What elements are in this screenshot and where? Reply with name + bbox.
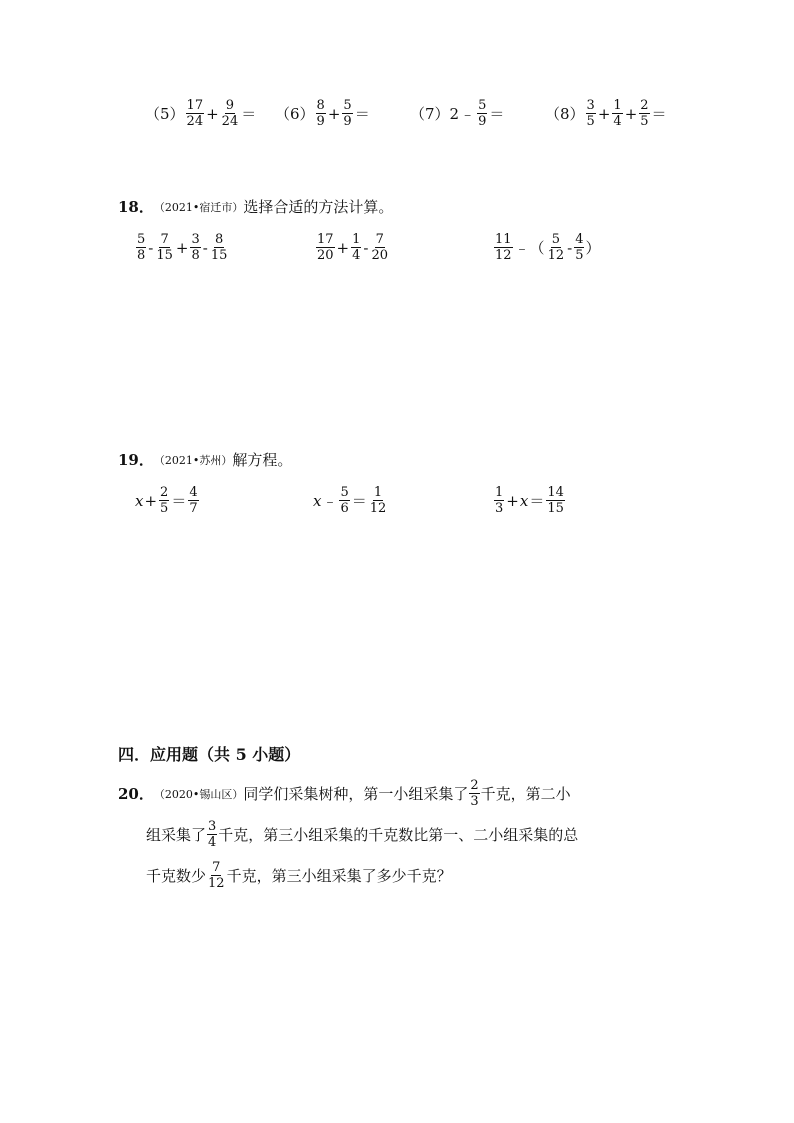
fraction: $\frac{8}{15}$: [210, 232, 228, 263]
fraction: $\frac{4}{5}$: [575, 232, 584, 263]
fraction: $\frac{7}{15}$: [156, 232, 173, 263]
problem-source: （2021•宿迁市）: [153, 200, 244, 214]
fraction: $\frac{2}{5}$: [160, 485, 169, 516]
fraction: $\frac{9}{24}$: [221, 98, 239, 129]
problem-18-heading: [118, 196, 393, 217]
problem-17-q6: （6） $\frac{8}{9}$ + $\frac{5}{9}$ ＝: [275, 98, 370, 129]
q5-label: （5）: [145, 105, 185, 123]
fraction: $\frac{5}{12}$: [547, 232, 565, 263]
problem-instruction: 选择合适的方法计算。: [243, 198, 394, 216]
fraction: $\frac{1}{12}$: [369, 485, 387, 516]
fraction: $\frac{2}{3}$: [470, 778, 479, 809]
problem-number: 20．: [118, 785, 154, 803]
problem-18-expr-3: $\frac{11}{12}$ ﹣（ $\frac{5}{12}$ - $\frac{4}{5}$ ）: [495, 232, 601, 263]
problem-18-expr-1: $\frac{5}{8}$ - $\frac{7}{15}$ + $\frac{3}{8}$ - $\frac{8}{15}$: [137, 232, 228, 263]
q8-label: （8）: [545, 105, 585, 123]
problem-17-row: （5） $\frac{17}{24}$ + $\frac{9}{24}$ ＝: [145, 98, 257, 129]
problem-source: （2020•锡山区）: [153, 787, 244, 801]
fraction: $\frac{5}{8}$: [137, 232, 146, 263]
problem-19-heading: [118, 449, 292, 470]
problem-number: 19．: [118, 451, 154, 469]
problem-17-q7: （7） 2 ﹣ $\frac{5}{9}$ ＝: [410, 98, 505, 129]
fraction: $\frac{1}{3}$: [495, 485, 504, 516]
fraction: $\frac{7}{12}$: [208, 860, 225, 891]
fraction: $\frac{17}{24}$: [186, 98, 204, 129]
section-title: 四．应用题（共 5 小题）: [118, 745, 301, 764]
fraction: $\frac{2}{5}$: [640, 98, 649, 129]
fraction: $\frac{5}{9}$: [478, 98, 487, 129]
problem-20-line-1: 20． （2020•锡山区） 同学们采集树种，第一小组采集了 $\frac{2}{3}$ 千克，第二小: [118, 778, 571, 809]
problem-source: （2021•苏州）: [153, 453, 233, 467]
problem-20-line-2: 组采集了 $\frac{3}{4}$ 千克，第三小组采集的千克数比第一、二小组采集的总: [146, 819, 579, 850]
fraction: $\frac{3}{8}$: [191, 232, 200, 263]
problem-19-eq-1: x + $\frac{2}{5}$ ＝ $\frac{4}{7}$: [135, 485, 198, 516]
problem-18-expr-2: $\frac{17}{20}$ + $\frac{1}{4}$ - $\frac{7}{20}$: [317, 232, 389, 263]
fraction: $\frac{1}{4}$: [352, 232, 361, 263]
fraction: $\frac{3}{5}$: [586, 98, 595, 129]
fraction: $\frac{5}{9}$: [343, 98, 352, 129]
problem-20-line-3: 千克数少 $\frac{7}{12}$ 千克，第三小组采集了多少千克？: [146, 860, 452, 891]
fraction: $\frac{14}{15}$: [547, 485, 564, 516]
fraction: $\frac{5}{6}$: [340, 485, 349, 516]
problem-number: 18．: [118, 198, 154, 216]
fraction: $\frac{1}{4}$: [613, 98, 622, 129]
problem-19-eq-2: x ﹣ $\frac{5}{6}$ ＝ $\frac{1}{12}$: [313, 485, 387, 516]
q6-label: （6）: [275, 105, 315, 123]
problem-17-q8: （8） $\frac{3}{5}$ + $\frac{1}{4}$ + $\frac{2}{5}$ ＝: [545, 98, 667, 129]
q7-label: （7）: [410, 105, 450, 123]
fraction: $\frac{3}{4}$: [208, 819, 217, 850]
fraction: $\frac{8}{9}$: [316, 98, 325, 129]
problem-instruction: 解方程。: [232, 451, 293, 469]
fraction: $\frac{7}{20}$: [371, 232, 389, 263]
problem-19-eq-3: $\frac{1}{3}$ + x ＝ $\frac{14}{15}$: [495, 485, 564, 516]
fraction: $\frac{17}{20}$: [317, 232, 334, 263]
fraction: $\frac{11}{12}$: [495, 232, 512, 263]
fraction: $\frac{4}{7}$: [189, 485, 198, 516]
